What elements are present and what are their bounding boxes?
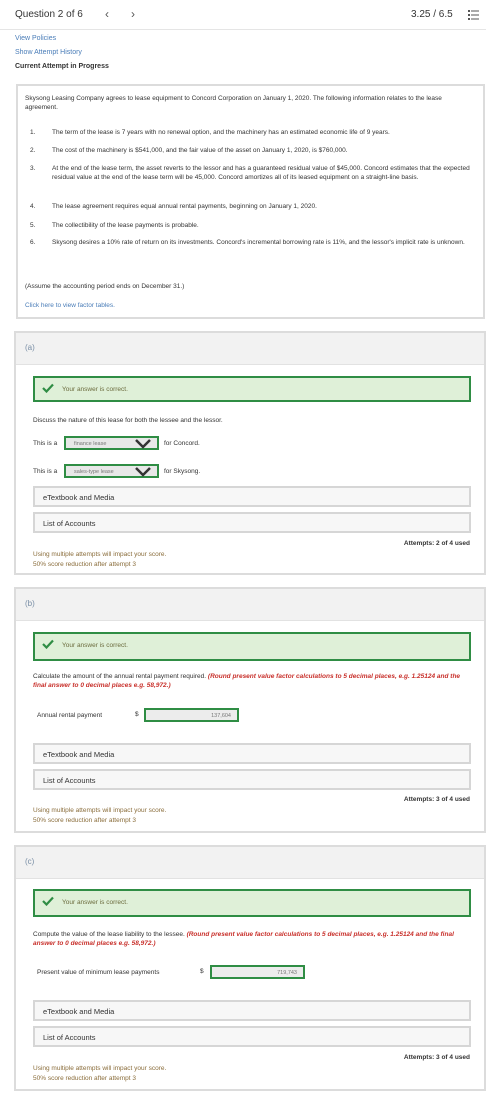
item-number: 6. [30, 239, 36, 246]
part-b-prompt-text: Calculate the amount of the annual rental payment required. [33, 673, 207, 680]
annual-rental-payment-value: 137,604 [211, 713, 231, 719]
etextbook-button[interactable] [33, 743, 471, 764]
attempts-counter: Attempts: 3 of 4 used [403, 796, 470, 803]
checkmark-icon [42, 639, 54, 649]
lessor-lease-type-value: sales-type lease [74, 469, 114, 475]
problem-intro: Skysong Leasing Company agrees to lease equipment to Concord Corporation on January 1, 2020. The following information relates to the lease agreement. [25, 95, 442, 111]
pv-min-lease-payments-label: Present value of minimum lease payments [37, 969, 160, 976]
lessee-suffix-label: for Concord. [164, 440, 200, 447]
checkmark-icon [42, 896, 54, 906]
score-reduction-note: 50% score reduction after attempt 3 [33, 561, 136, 568]
attempts-counter: Attempts: 2 of 4 used [403, 540, 470, 547]
annual-rental-payment-label: Annual rental payment [37, 712, 103, 719]
part-c-prompt [33, 931, 473, 948]
part-c-prompt-text: Compute the value of the lease liability to the lessee. [33, 931, 185, 938]
list-of-accounts-label: List of Accounts [43, 776, 96, 785]
part-b-rounding-hint: (Round present value factor calculations to 5 decimal places, e.g. 1.25124 and the final answer to 0 decimal places e.g. 58,972.) [33, 673, 461, 689]
attempts-warning: Using multiple attempts will impact your score. [33, 807, 167, 814]
factor-tables-link[interactable]: Click here to view factor tables. [25, 302, 115, 309]
pv-min-lease-payments-value: 719,743 [277, 970, 297, 976]
list-of-accounts-label: List of Accounts [43, 519, 96, 528]
item-number: 1. [30, 129, 36, 136]
correct-message: Your answer is correct. [62, 642, 128, 649]
correct-answer-banner [33, 889, 471, 917]
etextbook-label: eTextbook and Media [43, 750, 115, 759]
lessee-lease-type-select[interactable] [64, 436, 159, 450]
list-of-accounts-button[interactable] [33, 1026, 471, 1047]
part-c-panel [14, 845, 486, 1091]
show-attempt-history-link[interactable]: Show Attempt History [15, 49, 82, 56]
part-b-header [16, 589, 484, 621]
top-bar [0, 0, 486, 30]
assumption-note: (Assume the accounting period ends on December 31.) [25, 283, 185, 290]
etextbook-button[interactable] [33, 486, 471, 507]
part-a-letter: (a) [25, 343, 35, 352]
part-c-header [16, 847, 484, 879]
annual-rental-payment-input[interactable] [144, 708, 239, 722]
chevron-down-icon [135, 467, 151, 477]
part-c-letter: (c) [25, 857, 35, 866]
part-b-letter: (b) [25, 599, 35, 608]
lessor-prefix-label: This is a [33, 468, 58, 475]
attempts-warning: Using multiple attempts will impact your score. [33, 1065, 167, 1072]
list-of-accounts-button[interactable] [33, 512, 471, 533]
attempts-counter: Attempts: 3 of 4 used [403, 1054, 470, 1061]
problem-statement [16, 84, 485, 319]
item-number: 3. [30, 165, 36, 172]
item-text: At the end of the lease term, the asset reverts to the lessor and has a guaranteed residual value of $45,000. Concord estimates that the expected residual value at the end of the lease term will be 45,000. Concord amortizes all of its leased equipment on a straight-line basis. [52, 165, 470, 181]
part-a-header [16, 333, 484, 365]
etextbook-label: eTextbook and Media [43, 1007, 115, 1016]
correct-message: Your answer is correct. [62, 386, 128, 393]
item-text: The cost of the machinery is $541,000, and the fair value of the asset on January 1, 2020, is $760,000. [52, 147, 348, 154]
part-a-prompt: Discuss the nature of this lease for both the lessee and the lessor. [33, 417, 223, 424]
question-list-icon[interactable] [468, 10, 479, 20]
score-reduction-note: 50% score reduction after attempt 3 [33, 817, 136, 824]
part-c-rounding-hint: (Round present value factor calculations to 5 decimal places, e.g. 1.25124 and the final answer to 0 decimal places e.g. 58,972.) [33, 931, 454, 947]
currency-symbol: $ [135, 711, 139, 718]
current-attempt-label: Current Attempt in Progress [15, 63, 109, 70]
pv-min-lease-payments-input[interactable] [210, 965, 305, 979]
correct-answer-banner [33, 632, 471, 661]
part-a-panel [14, 331, 486, 575]
correct-answer-banner [33, 376, 471, 402]
chevron-down-icon [135, 439, 151, 449]
lessee-prefix-label: This is a [33, 440, 58, 447]
etextbook-label: eTextbook and Media [43, 493, 115, 502]
correct-message: Your answer is correct. [62, 899, 128, 906]
item-text: Skysong desires a 10% rate of return on its investments. Concord's incremental borrowing rate is 11%, and the lessor's implicit rate is unknown. [52, 239, 465, 246]
part-b-panel [14, 587, 486, 833]
score-display: 3.25 / 6.5 [411, 9, 453, 20]
etextbook-button[interactable] [33, 1000, 471, 1021]
view-policies-link[interactable]: View Policies [15, 35, 57, 42]
item-number: 5. [30, 222, 36, 229]
previous-question-icon[interactable]: ‹ [105, 7, 109, 21]
list-of-accounts-button[interactable] [33, 769, 471, 790]
lessor-lease-type-select[interactable] [64, 464, 159, 478]
list-of-accounts-label: List of Accounts [43, 1033, 96, 1042]
item-text: The lease agreement requires equal annual rental payments, beginning on January 1, 2020. [52, 203, 317, 210]
item-text: The collectibility of the lease payments is probable. [52, 222, 199, 229]
attempts-warning: Using multiple attempts will impact your score. [33, 551, 167, 558]
score-reduction-note: 50% score reduction after attempt 3 [33, 1075, 136, 1082]
question-counter: Question 2 of 6 [15, 9, 83, 20]
lessee-lease-type-value: finance lease [74, 441, 107, 447]
checkmark-icon [42, 383, 54, 393]
next-question-icon[interactable]: › [131, 7, 135, 21]
lessor-suffix-label: for Skysong. [164, 468, 201, 475]
item-number: 2. [30, 147, 36, 154]
part-b-prompt [33, 673, 473, 690]
currency-symbol: $ [200, 968, 204, 975]
item-number: 4. [30, 203, 36, 210]
item-text: The term of the lease is 7 years with no renewal option, and the machinery has an estimated economic life of 9 years. [52, 129, 390, 136]
